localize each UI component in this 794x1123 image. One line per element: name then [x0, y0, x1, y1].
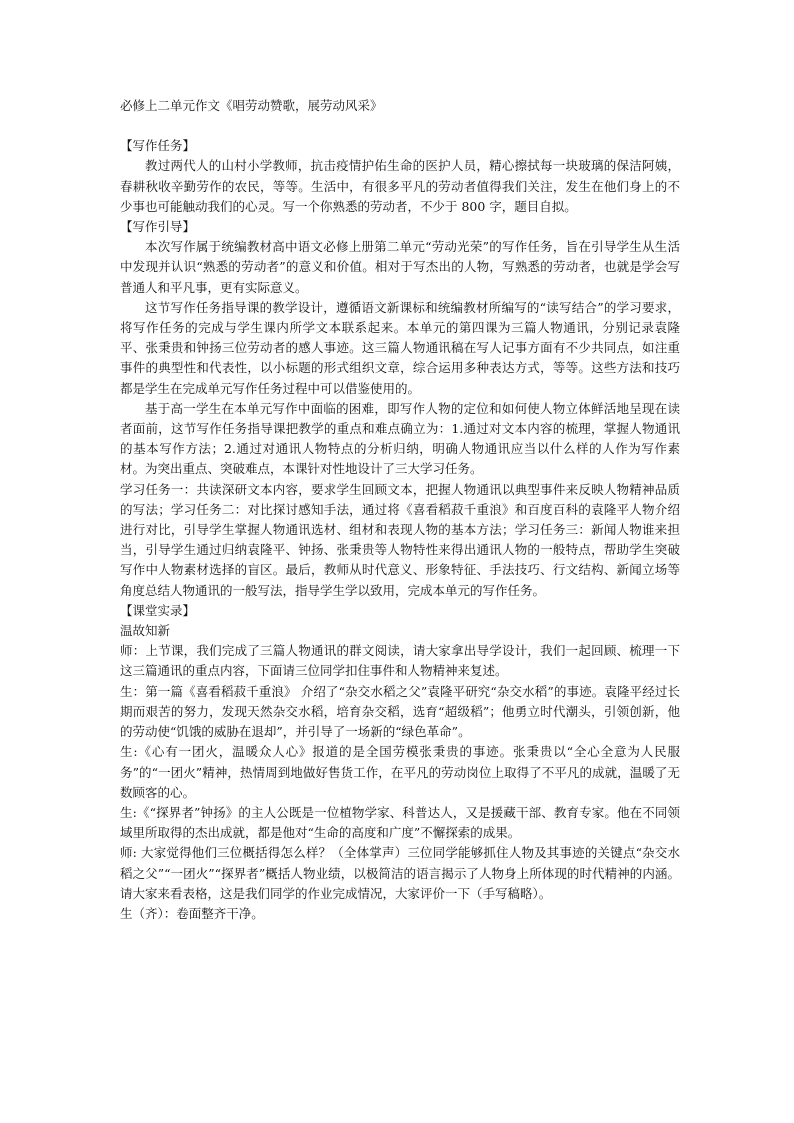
dialogue-line-5: 师: 大家觉得他们三位概括得怎么样？（全体掌声）三位同学能够抓住人物及其事迹的关键点“杂交水稻之父”“一团火”“探界者”概括人物业绩，以极简洁的语言揭示了人物身上所体现的时代精神的内涵。请大家来看表格，这是我们同学的作业完成情况，大家评价一下（手写稿略）。 [120, 845, 680, 901]
paragraph-writing-task: 教过两代人的山村小学教师，抗击疫情护佑生命的医护人员，精心擦拭每一块玻璃的保洁阿姨，春耕秋收辛勤劳作的农民，等等。生活中，有很多平凡的劳动者值得我们关注，发生在他们身上的不少事也可能触动我们的心灵。写一个你熟悉的劳动者，不少于 800 字，题目自拟。 [120, 158, 680, 214]
heading-class-record: 【课堂实录】 [120, 602, 196, 618]
dialogue-line-4: 生:《“探界者”钟扬》的主人公既是一位植物学家、科普达人，又是援藏干部、教育专家。他在不同领域里所取得的杰出成就，都是他对“生命的高度和广度”不懈探索的成果。 [120, 804, 680, 841]
paragraph-guide-2: 这节写作任务指导课的教学设计，遵循语文新课标和统编教材所编写的“读写结合”的学习要求，将写作任务的完成与学生课内所学文本联系起来。本单元的第四课为三篇人物通讯，分别记录袁隆平、张秉贵和钟扬三位劳动者的感人事迹。这三篇人物通讯稿在写人记事方面有不少共同点，如注重事件的典型性和代表性，以小标题的形式组织文章，综合运用多种表达方式，等等。这些方法和技巧都是学生在完成单元写作任务过程中可以借鉴使用的。 [120, 299, 680, 396]
paragraph-guide-3: 基于高一学生在本单元写作中面临的困难，即写作人物的定位和如何使人物立体鲜活地呈现在读者面前，这节写作任务指导课把教学的重点和难点确立为：1.通过对文本内容的梳理，掌握人物通讯的基本写作方法；2.通过对通讯人物特点的分析归纳，明确人物通讯应当以什么样的人作为写作素材。为突出重点、突破难点，本课针对性地设计了三大学习任务。 [120, 400, 680, 477]
paragraph-guide-4: 学习任务一：共读深研文本内容，要求学生回顾文本，把握人物通讯以典型事件来反映人物精神品质的写法；学习任务二：对比探讨感知手法，通过将《喜看稻菽千重浪》和百度百科的袁隆平人物介绍进行对比，引导学生掌握人物通讯选材、组材和表现人物的基本方法；学习任务三：新闻人物谁来担当，引导学生通过归纳袁隆平、钟扬、张秉贵等人物特性来得出通讯人物的一般特点，帮助学生突破写作中人物素材选择的盲区。最后，教师从时代意义、形象特征、手法技巧、行文结构、新闻立场等角度总结人物通讯的一般写法，指导学生学以致用，完成本单元的写作任务。 [120, 481, 680, 598]
document-page [120, 96, 680, 924]
subheading-review: 温故知新 [120, 623, 171, 639]
paragraph-guide-1: 本次写作属于统编教材高中语文必修上册第二单元“劳动光荣”的写作任务，旨在引导学生从生活中发现并认识“熟悉的劳动者”的意义和价值。相对于写杰出的人物，写熟悉的劳动者，也就是学会写普通人和平凡事，更有实际意义。 [120, 239, 680, 295]
heading-writing-guide: 【写作引导】 [120, 219, 196, 235]
dialogue-line-2: 生：第一篇《喜看稻菽千重浪》 介绍了“杂交水稻之父”袁隆平研究“杂交水稻”的事迹。袁隆平经过长期而艰苦的努力，发现天然杂交水稻，培育杂交稻，选育“超级稻”；他勇立时代潮头，引领创新，他的劳动使“饥饿的威胁在退却”，并引导了一场新的“绿色革命”。 [120, 683, 680, 740]
dialogue-line-3: 生:《心有一团火，温暖众人心》报道的是全国劳模张秉贵的事迹。张秉贵以“全心全意为人民服务”的“一团火”精神，热情周到地做好售货工作，在平凡的劳动岗位上取得了不平凡的成就，温暖了无数顾客的心。 [120, 744, 680, 800]
document-title: 必修上二单元作文《唱劳动赞歌，展劳动风采》 [120, 98, 383, 113]
heading-writing-task: 【写作任务】 [120, 138, 196, 154]
dialogue-line-1: 师：上节课，我们完成了三篇人物通讯的群文阅读，请大家拿出导学设计，我们一起回顾、梳理一下这三篇通讯的重点内容，下面请三位同学扣住事件和人物精神来复述。 [120, 643, 680, 679]
dialogue-line-6: 生（齐）：卷面整齐干净。 [120, 905, 264, 921]
